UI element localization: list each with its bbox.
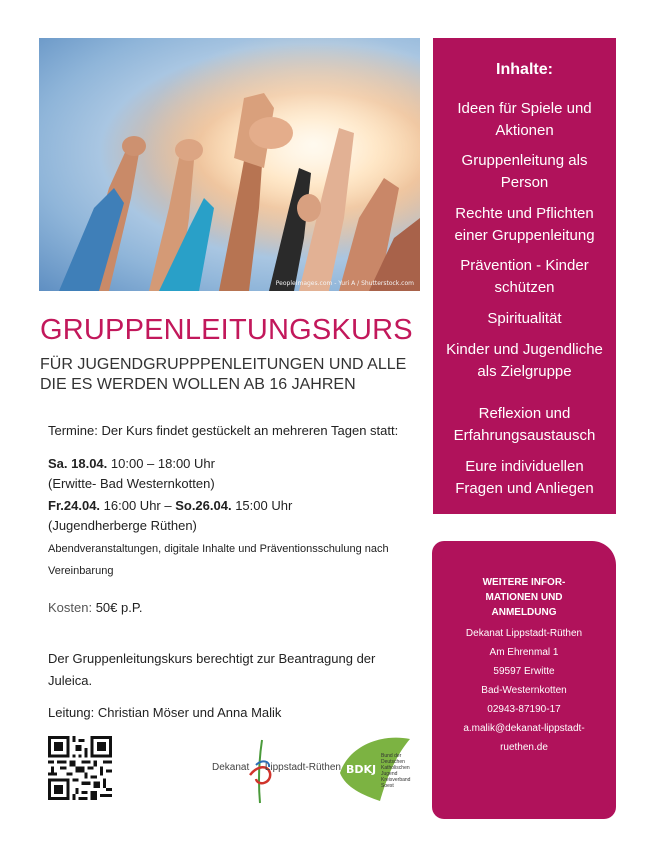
juleica-line-1: Der Gruppenleitungskurs berechtigt zur Beantragung der [48, 651, 376, 666]
date-2 [48, 496, 292, 536]
kosten [48, 598, 142, 618]
page-title: GRUPPENLEITUNGSKURS [40, 314, 413, 346]
info-box-inner [438, 557, 610, 811]
qr-code[interactable] [48, 736, 112, 800]
bdkj-mark: BDKJ [346, 763, 377, 776]
contents-item-spiele: Ideen für Spiele und Aktionen [457, 100, 592, 139]
info-org: Dekanat Lippstadt-Rüthen [465, 628, 583, 639]
termine-intro: Termine: Der Kurs findet gestückelt an mehreren Tagen statt: [48, 423, 399, 438]
date-2-end: 15:00 Uhr [231, 498, 293, 513]
date-1-place: (Erwitte- Bad Westernkotten) [48, 476, 215, 491]
juleica-note [48, 648, 375, 692]
contents-item-person: Gruppenleitung als Person [461, 152, 588, 191]
contents-item-spiritualitaet: Spiritualität [487, 310, 562, 327]
hands-illustration [39, 38, 420, 291]
juleica-line-2: Juleica. [48, 673, 93, 688]
info-street: Am Ehrenmal 1 [489, 647, 559, 658]
dekanat-label-right: Lippstadt-Rüthen [264, 762, 341, 773]
page-subtitle: FÜR JUGENDGRUPPPENLEITUNGEN UND ALLE DIE ES WERDEN WOLLEN AB 16 JAHREN [40, 356, 407, 393]
contents-heading: Inhalte: [496, 61, 553, 78]
info-box [432, 541, 616, 819]
info-heading-line-2: MATIONEN UND [485, 592, 563, 603]
date-2-mid: 16:00 Uhr – [100, 498, 176, 513]
contents-item-praevention: Prävention - Kinder schützen [460, 257, 589, 296]
extra-info-line-1: Abendveranstaltungen, digitale Inhalte und Präventionsschulung nach [48, 543, 389, 555]
info-town: Bad-Westernkotten [481, 685, 567, 696]
extra-info-line-2: Vereinbarung [48, 565, 114, 577]
bdkj-logo [338, 733, 420, 803]
info-zip: 59597 Erwitte [493, 666, 555, 677]
hero-photo-raised-hands [39, 38, 420, 291]
dekanat-label [212, 762, 341, 773]
contents-item-reflexion: Reflexion und Erfahrungsaustausch [453, 405, 596, 444]
kosten-label: Kosten: [48, 600, 93, 615]
date-2-day-end: So.26.04. [175, 498, 232, 513]
info-email-line-2[interactable]: ruethen.de [500, 742, 548, 753]
info-phone[interactable]: 02943-87190-17 [487, 704, 561, 715]
date-1-day: Sa. 18.04. [48, 456, 108, 471]
leitung: Leitung: Christian Möser und Anna Malik [48, 705, 282, 720]
info-contact [438, 624, 610, 757]
kosten-value: 50€ p.P. [92, 600, 143, 615]
photo-credit: PeopleImages.com - Yuri A / Shutterstock.com [275, 280, 414, 287]
info-email-line-1[interactable]: a.malik@dekanat-lippstadt- [463, 723, 585, 734]
date-1 [48, 454, 215, 494]
date-2-day-start: Fr.24.04. [48, 498, 101, 513]
contents-item-rechte: Rechte und Pflichten einer Gruppenleitung [454, 205, 595, 244]
info-heading-line-1: WEITERE INFOR- [482, 577, 566, 588]
info-heading [438, 557, 610, 620]
contents-item-fragen: Eure individuellen Fragen und Anliegen [455, 458, 594, 497]
contents-item-zielgruppe: Kinder und Jugendliche als Zielgruppe [446, 341, 603, 380]
dekanat-logo [212, 735, 341, 805]
info-heading-line-3: ANMELDUNG [491, 607, 557, 618]
dekanat-label-left: Dekanat [212, 762, 250, 773]
extra-info [48, 538, 389, 582]
contents-sidebar [433, 38, 616, 514]
date-2-place: (Jugendherberge Rüthen) [48, 518, 197, 533]
date-1-time: 10:00 – 18:00 Uhr [107, 456, 215, 471]
bdkj-text: Bund der Deutschen Katholischen Jugend Kreisverband Soest [381, 753, 411, 789]
